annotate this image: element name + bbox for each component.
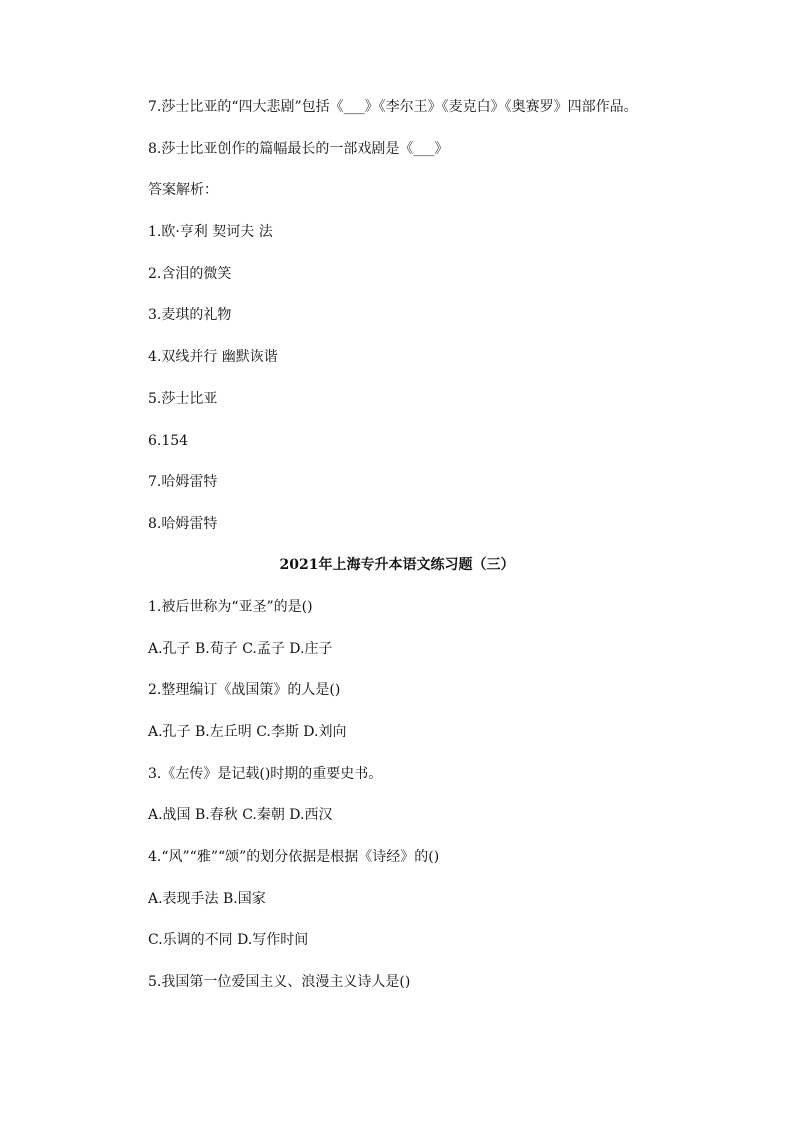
answer-8: 8.哈姆雷特 — [148, 516, 218, 532]
question-8-line: 8.莎士比亚创作的篇幅最长的一部戏剧是《___》 — [148, 141, 449, 157]
question-3-options: A.战国 B.春秋 C.秦朝 D.西汉 — [148, 807, 333, 823]
question-4: 4.“风”“雅”“颂”的划分依据是根据《诗经》的() — [148, 849, 440, 865]
question-7-line: 7.莎士比亚的“四大悲剧”包括《___》《李尔王》《麦克白》《奥赛罗》四部作品。 — [148, 99, 638, 115]
question-5: 5.我国第一位爱国主义、浪漫主义诗人是() — [148, 974, 411, 990]
question-1: 1.被后世称为“亚圣”的是() — [148, 599, 313, 615]
answer-4: 4.双线并行 幽默诙谐 — [148, 349, 278, 365]
answer-heading: 答案解析： — [148, 182, 218, 198]
answer-1: 1.欧·亨利 契诃夫 法 — [148, 224, 273, 240]
answer-6: 6.154 — [148, 433, 189, 449]
question-2: 2.整理编订《战国策》的人是() — [148, 682, 341, 698]
answer-5: 5.莎士比亚 — [148, 391, 218, 407]
question-4-options-line-1: A.表现手法 B.国家 — [148, 891, 266, 907]
question-2-options: A.孔子 B.左丘明 C.李斯 D.刘向 — [148, 724, 347, 740]
answer-7: 7.哈姆雷特 — [148, 474, 218, 490]
answer-3: 3.麦琪的礼物 — [148, 307, 232, 323]
question-1-options: A.孔子 B.荀子 C.孟子 D.庄子 — [148, 641, 333, 657]
question-3: 3.《左传》是记载()时期的重要史书。 — [148, 766, 383, 782]
answer-2: 2.含泪的微笑 — [148, 266, 232, 282]
question-4-options-line-2: C.乐调的不同 D.写作时间 — [148, 932, 309, 948]
section-title: 2021年上海专升本语文练习题（三） — [279, 557, 515, 573]
